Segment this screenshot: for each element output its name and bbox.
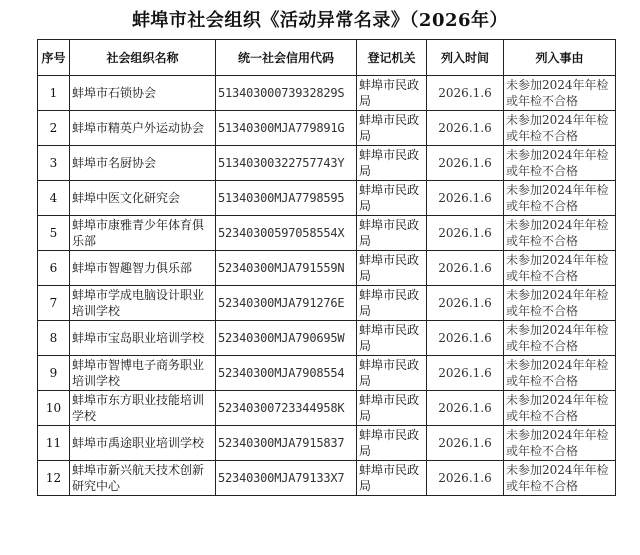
cell-listing-reason: 未参加2024年年检或年检不合格 [504, 251, 616, 286]
header-organization-name: 社会组织名称 [70, 40, 216, 76]
cell-serial-number: 9 [38, 356, 70, 391]
abnormal-activity-table [37, 39, 616, 496]
cell-registration-authority: 蚌埠市民政局 [357, 181, 427, 216]
table-row [38, 391, 616, 426]
cell-listing-reason: 未参加2024年年检或年检不合格 [504, 356, 616, 391]
cell-listing-reason: 未参加2024年年检或年检不合格 [504, 181, 616, 216]
cell-credit-code: 52340300MJA790695W [216, 321, 357, 356]
cell-credit-code: 52340300MJA791559N [216, 251, 357, 286]
cell-serial-number: 8 [38, 321, 70, 356]
cell-listing-date: 2026.1.6 [427, 251, 504, 286]
cell-credit-code: 52340300MJA7908554 [216, 356, 357, 391]
cell-serial-number: 11 [38, 426, 70, 461]
cell-organization-name: 蚌埠市智博电子商务职业培训学校 [70, 356, 216, 391]
cell-serial-number: 1 [38, 76, 70, 111]
cell-registration-authority: 蚌埠市民政局 [357, 426, 427, 461]
table-row [38, 321, 616, 356]
cell-credit-code: 51340300073932829S [216, 76, 357, 111]
cell-registration-authority: 蚌埠市民政局 [357, 216, 427, 251]
cell-organization-name: 蚌埠市石锁协会 [70, 76, 216, 111]
cell-credit-code: 51340300MJA779891G [216, 111, 357, 146]
cell-listing-reason: 未参加2024年年检或年检不合格 [504, 321, 616, 356]
cell-listing-reason: 未参加2024年年检或年检不合格 [504, 76, 616, 111]
cell-organization-name: 蚌埠市名厨协会 [70, 146, 216, 181]
cell-serial-number: 10 [38, 391, 70, 426]
header-credit-code: 统一社会信用代码 [216, 40, 357, 76]
cell-organization-name: 蚌埠市精英户外运动协会 [70, 111, 216, 146]
cell-listing-reason: 未参加2024年年检或年检不合格 [504, 111, 616, 146]
cell-listing-date: 2026.1.6 [427, 461, 504, 496]
cell-organization-name: 蚌埠市学成电脑设计职业培训学校 [70, 286, 216, 321]
cell-serial-number: 5 [38, 216, 70, 251]
cell-listing-reason: 未参加2024年年检或年检不合格 [504, 426, 616, 461]
cell-credit-code: 51340300MJA7798595 [216, 181, 357, 216]
table-header-row [38, 40, 616, 76]
document-title: 蚌埠市社会组织《活动异常名录》（2026年） [131, 10, 509, 31]
cell-listing-reason: 未参加2024年年检或年检不合格 [504, 461, 616, 496]
cell-organization-name: 蚌埠市东方职业技能培训学校 [70, 391, 216, 426]
cell-credit-code: 52340300723344958K [216, 391, 357, 426]
cell-listing-date: 2026.1.6 [427, 286, 504, 321]
cell-registration-authority: 蚌埠市民政局 [357, 251, 427, 286]
table-row [38, 251, 616, 286]
cell-registration-authority: 蚌埠市民政局 [357, 146, 427, 181]
header-serial-number: 序号 [38, 40, 70, 76]
cell-registration-authority: 蚌埠市民政局 [357, 461, 427, 496]
cell-registration-authority: 蚌埠市民政局 [357, 321, 427, 356]
cell-credit-code: 52340300MJA7915837 [216, 426, 357, 461]
table-row [38, 181, 616, 216]
cell-registration-authority: 蚌埠市民政局 [357, 111, 427, 146]
cell-serial-number: 3 [38, 146, 70, 181]
cell-organization-name: 蚌埠市禹途职业培训学校 [70, 426, 216, 461]
cell-listing-date: 2026.1.6 [427, 111, 504, 146]
cell-organization-name: 蚌埠市宝岛职业培训学校 [70, 321, 216, 356]
cell-registration-authority: 蚌埠市民政局 [357, 286, 427, 321]
cell-serial-number: 7 [38, 286, 70, 321]
cell-serial-number: 4 [38, 181, 70, 216]
table-row [38, 146, 616, 181]
cell-listing-reason: 未参加2024年年检或年检不合格 [504, 286, 616, 321]
cell-listing-reason: 未参加2024年年检或年检不合格 [504, 216, 616, 251]
cell-serial-number: 2 [38, 111, 70, 146]
header-registration-authority: 登记机关 [357, 40, 427, 76]
cell-listing-reason: 未参加2024年年检或年检不合格 [504, 391, 616, 426]
cell-registration-authority: 蚌埠市民政局 [357, 76, 427, 111]
table-row [38, 356, 616, 391]
cell-organization-name: 蚌埠市智趣智力俱乐部 [70, 251, 216, 286]
table-row [38, 111, 616, 146]
header-listing-reason: 列入事由 [504, 40, 616, 76]
table-row [38, 76, 616, 111]
table-row [38, 286, 616, 321]
cell-serial-number: 6 [38, 251, 70, 286]
cell-listing-date: 2026.1.6 [427, 146, 504, 181]
cell-listing-date: 2026.1.6 [427, 321, 504, 356]
table-row [38, 461, 616, 496]
cell-listing-date: 2026.1.6 [427, 181, 504, 216]
cell-organization-name: 蚌埠市新兴航天技术创新研究中心 [70, 461, 216, 496]
cell-listing-date: 2026.1.6 [427, 76, 504, 111]
cell-registration-authority: 蚌埠市民政局 [357, 356, 427, 391]
cell-serial-number: 12 [38, 461, 70, 496]
cell-credit-code: 52340300597058554X [216, 216, 357, 251]
cell-listing-date: 2026.1.6 [427, 391, 504, 426]
cell-listing-reason: 未参加2024年年检或年检不合格 [504, 146, 616, 181]
cell-listing-date: 2026.1.6 [427, 356, 504, 391]
cell-credit-code: 52340300MJA79133X7 [216, 461, 357, 496]
cell-listing-date: 2026.1.6 [427, 216, 504, 251]
header-listing-date: 列入时间 [427, 40, 504, 76]
cell-credit-code: 51340300322757743Y [216, 146, 357, 181]
cell-organization-name: 蚌埠中医文化研究会 [70, 181, 216, 216]
cell-listing-date: 2026.1.6 [427, 426, 504, 461]
cell-organization-name: 蚌埠市康雅青少年体育俱乐部 [70, 216, 216, 251]
table-row [38, 216, 616, 251]
cell-registration-authority: 蚌埠市民政局 [357, 391, 427, 426]
table-row [38, 426, 616, 461]
cell-credit-code: 52340300MJA791276E [216, 286, 357, 321]
